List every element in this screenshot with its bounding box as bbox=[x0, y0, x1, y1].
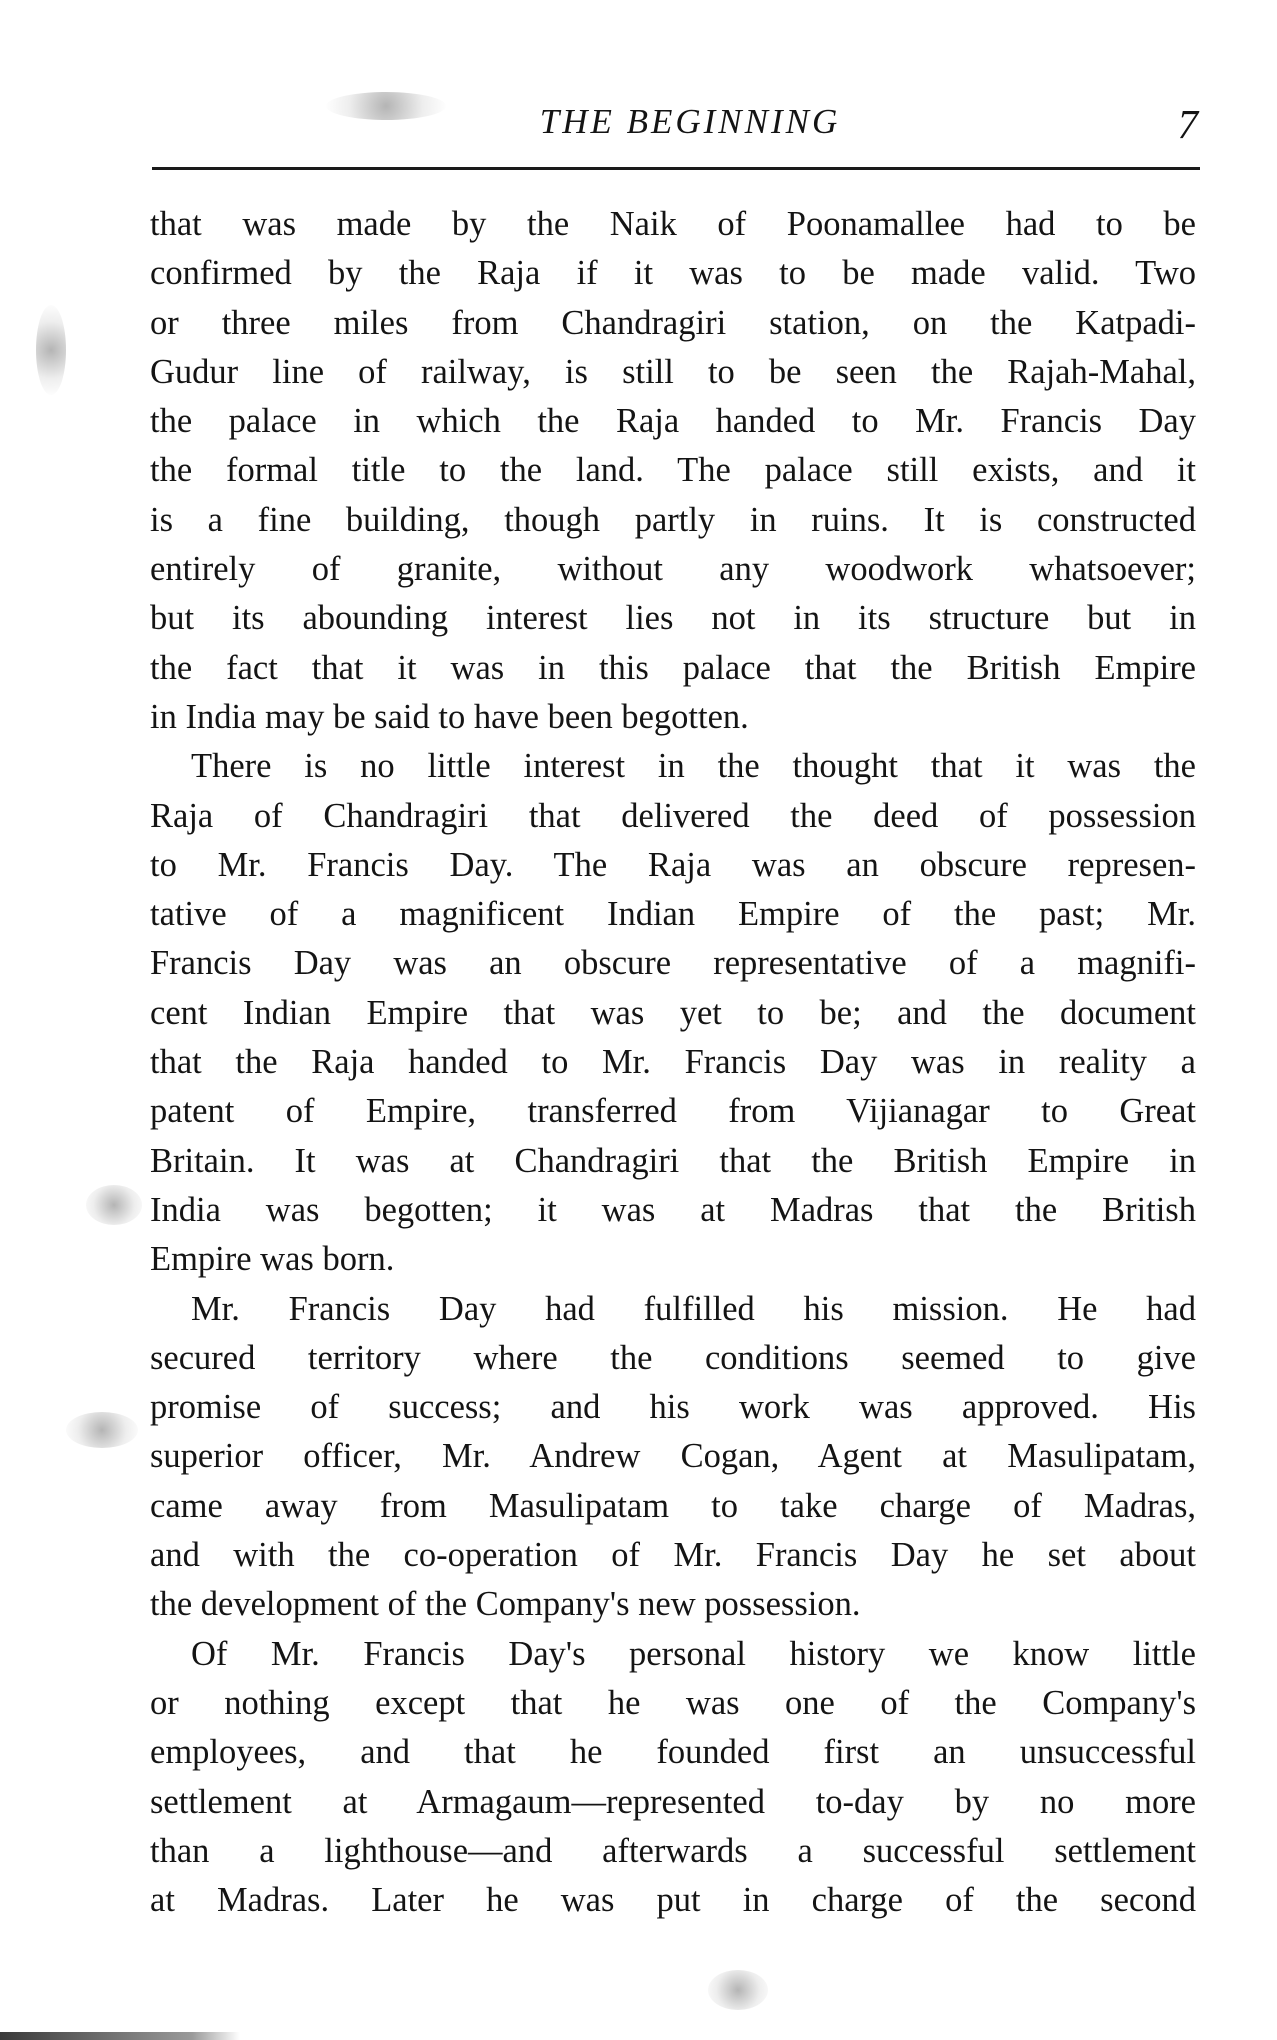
text-line: came away from Masulipatam to take charge of Madras, bbox=[150, 1486, 1196, 1525]
text-line: patent of Empire, transferred from Vijianagar to Great bbox=[150, 1092, 1196, 1131]
text-line: that the Raja handed to Mr. Francis Day was in reality a bbox=[150, 1043, 1196, 1082]
paragraph bbox=[150, 1285, 1196, 1630]
text-line: cent Indian Empire that was yet to be; and the document bbox=[150, 993, 1196, 1032]
text-line: Of Mr. Francis Day's personal history we know little bbox=[191, 1634, 1196, 1673]
paragraph bbox=[150, 1630, 1196, 1926]
text-line: Britain. It was at Chandragiri that the British Empire in bbox=[150, 1141, 1196, 1180]
text-line: There is no little interest in the thought that it was the bbox=[191, 747, 1196, 786]
scan-smudge-margin-lower bbox=[66, 1412, 138, 1448]
text-line: secured territory where the conditions seemed to give bbox=[150, 1338, 1196, 1377]
text-line: or three miles from Chandragiri station, on the Katpadi- bbox=[150, 303, 1196, 342]
scan-edge-strip bbox=[0, 2032, 240, 2040]
text-line: in India may be said to have been begotten. bbox=[150, 697, 749, 736]
text-line: is a fine building, though partly in ruins. It is constructed bbox=[150, 500, 1196, 539]
text-line: entirely of granite, without any woodwork whatsoever; bbox=[150, 550, 1196, 589]
text-line: the development of the Company's new possession. bbox=[150, 1585, 861, 1624]
scan-smudge-bottom-right bbox=[708, 1970, 768, 2010]
text-line: the fact that it was in this palace that the British Empire bbox=[150, 648, 1196, 687]
text-line: the formal title to the land. The palace still exists, and it bbox=[150, 451, 1196, 490]
page-header bbox=[152, 100, 1200, 162]
text-line: tative of a magnificent Indian Empire of the past; Mr. bbox=[150, 895, 1196, 934]
scan-smudge-margin-top bbox=[36, 305, 66, 395]
text-line: than a lighthouse—and afterwards a successful settlement bbox=[150, 1831, 1196, 1870]
body-text bbox=[150, 200, 1196, 1925]
header-rule bbox=[152, 167, 1200, 170]
text-line: or nothing except that he was one of the Company's bbox=[150, 1683, 1196, 1722]
text-line: Empire was born. bbox=[150, 1240, 395, 1279]
paragraph bbox=[150, 200, 1196, 742]
paragraph bbox=[150, 742, 1196, 1284]
text-line: at Madras. Later he was put in charge of the second bbox=[150, 1881, 1196, 1920]
running-title: THE BEGINNING bbox=[539, 102, 841, 141]
text-line: employees, and that he founded first an unsuccessful bbox=[150, 1733, 1196, 1772]
text-line: settlement at Armagaum—represented to-day by no more bbox=[150, 1782, 1196, 1821]
text-line: Gudur line of railway, is still to be seen the Rajah-Mahal, bbox=[150, 352, 1196, 391]
text-line: Francis Day was an obscure representative of a magnifi- bbox=[150, 944, 1196, 983]
text-line: Mr. Francis Day had fulfilled his mission. He had bbox=[191, 1289, 1196, 1328]
text-line: but its abounding interest lies not in its structure but in bbox=[150, 599, 1196, 638]
text-line: superior officer, Mr. Andrew Cogan, Agent at Masulipatam, bbox=[150, 1437, 1196, 1476]
text-line: to Mr. Francis Day. The Raja was an obscure represen- bbox=[150, 845, 1196, 884]
text-line: Raja of Chandragiri that delivered the deed of possession bbox=[150, 796, 1196, 835]
text-line: India was begotten; it was at Madras that the British bbox=[150, 1190, 1196, 1229]
text-line: confirmed by the Raja if it was to be made valid. Two bbox=[150, 254, 1196, 293]
scan-smudge-margin-middle bbox=[86, 1185, 142, 1225]
text-line: that was made by the Naik of Poonamallee had to be bbox=[150, 205, 1196, 243]
text-line: the palace in which the Raja handed to Mr. Francis Day bbox=[150, 402, 1196, 441]
text-line: and with the co-operation of Mr. Francis Day he set about bbox=[150, 1536, 1196, 1575]
page-number: 7 bbox=[1177, 101, 1198, 147]
text-line: promise of success; and his work was approved. His bbox=[150, 1388, 1196, 1427]
